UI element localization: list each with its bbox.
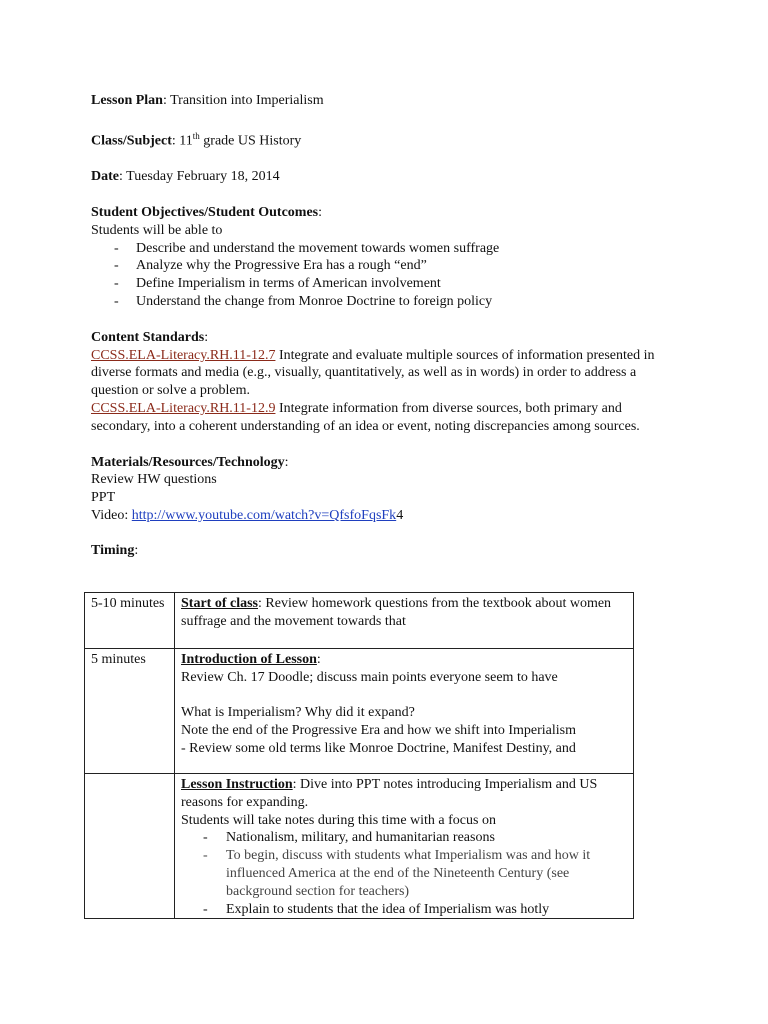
lesson-plan-line: Lesson Plan: Transition into Imperialism: [91, 93, 324, 108]
time-cell: [85, 774, 175, 919]
objectives-list: [91, 240, 671, 311]
table-row: [85, 774, 634, 919]
date-value: Tuesday February 18, 2014: [126, 169, 280, 185]
lesson-plan-label: Lesson Plan: [91, 93, 163, 108]
list-item: - Describe and understand the movement towards women suffrage: [114, 240, 500, 256]
standard-link[interactable]: CCSS.ELA-Literacy.RH.11-12.7: [91, 347, 276, 363]
materials-heading: Materials/Resources/Technology:: [91, 454, 289, 470]
standard-link[interactable]: CCSS.ELA-Literacy.RH.11-12.9: [91, 401, 276, 417]
grade-suffix: th: [192, 130, 200, 141]
list-item: - To begin, discuss with students what Imperialism was and how it influenced America at the end of the Nineteenth Century (see background section for teachers): [203, 848, 591, 899]
activity-title: Start of class: [181, 596, 258, 611]
time-cell: 5-10 minutes: [85, 593, 175, 649]
video-link[interactable]: http://www.youtube.com/watch?v=QfsfoFqsFk: [131, 508, 397, 523]
list-item: - Explain to students that the idea of Imperialism was hotly: [203, 901, 550, 917]
table-row: [85, 593, 634, 649]
lesson-plan-value: Transition into Imperialism: [170, 93, 324, 108]
activity-title: Introduction of Lesson: [181, 652, 317, 667]
video-line: Video: http://www.youtube.com/watch?v=QfsfoFqsFk4: [91, 508, 404, 523]
standard-item: CCSS.ELA-Literacy.RH.11-12.9 Integrate information from diverse sources, both primary and secondary, into a coherent understanding of an idea or event, noting discrepancies among sources.: [91, 401, 640, 434]
grade-number: 11: [179, 133, 193, 149]
objectives-heading: Student Objectives/Student Outcomes:: [91, 205, 323, 221]
activity-cell: Introduction of Lesson: Review Ch. 17 Doodle; discuss main points everyone seem to have What is Imperialism? Why did it expand? Note the end of the Progressive Era and how we shift into Imperialism - Review some old terms like Monroe Doctrine, Manifest Destiny, and: [175, 649, 634, 774]
class-subject-label: Class/Subject: [91, 133, 172, 149]
class-subject-value: grade US History: [199, 133, 302, 149]
document-body: [91, 92, 671, 560]
material-item: PPT: [91, 490, 116, 506]
material-item: Review HW questions: [91, 472, 217, 488]
list-item: - Define Imperialism in terms of American involvement: [114, 276, 441, 292]
instruction-list: [181, 829, 627, 918]
list-item: - Analyze why the Progressive Era has a rough “end”: [114, 258, 427, 274]
standards-heading: Content Standards:: [91, 329, 209, 345]
date-line: Date: Tuesday February 18, 2014: [91, 169, 280, 185]
time-cell: 5 minutes: [85, 649, 175, 774]
timing-table: [84, 592, 634, 919]
table-row: [85, 649, 634, 774]
standard-item: CCSS.ELA-Literacy.RH.11-12.7 Integrate and evaluate multiple sources of information presented in diverse formats and media (e.g., visually, quantitatively, as well as in words) in order to address a question or solve a problem.: [91, 347, 655, 399]
timing-heading: Timing:: [91, 542, 139, 558]
list-item: - Understand the change from Monroe Doctrine to foreign policy: [114, 294, 493, 310]
date-label: Date: [91, 169, 119, 185]
activity-title: Lesson Instruction: [181, 777, 293, 792]
activity-cell: Start of class: Review homework questions from the textbook about women suffrage and the movement towards that: [175, 593, 634, 649]
objectives-intro: Students will be able to: [91, 222, 223, 238]
class-subject-line: Class/Subject: 11th grade US History: [91, 130, 302, 149]
list-item: - Nationalism, military, and humanitarian reasons: [203, 830, 495, 846]
activity-cell: Lesson Instruction: Dive into PPT notes introducing Imperialism and US reasons for expanding. Students will take notes during this time with a focus on - Nationalism, military, and humanitarian reasons - To begin, discuss with students what Imperialism was and how it influenced America at the end of the Nineteenth Century (see background section for teachers) - Explain to students that the idea of Imperialism was hotly: [175, 774, 634, 919]
